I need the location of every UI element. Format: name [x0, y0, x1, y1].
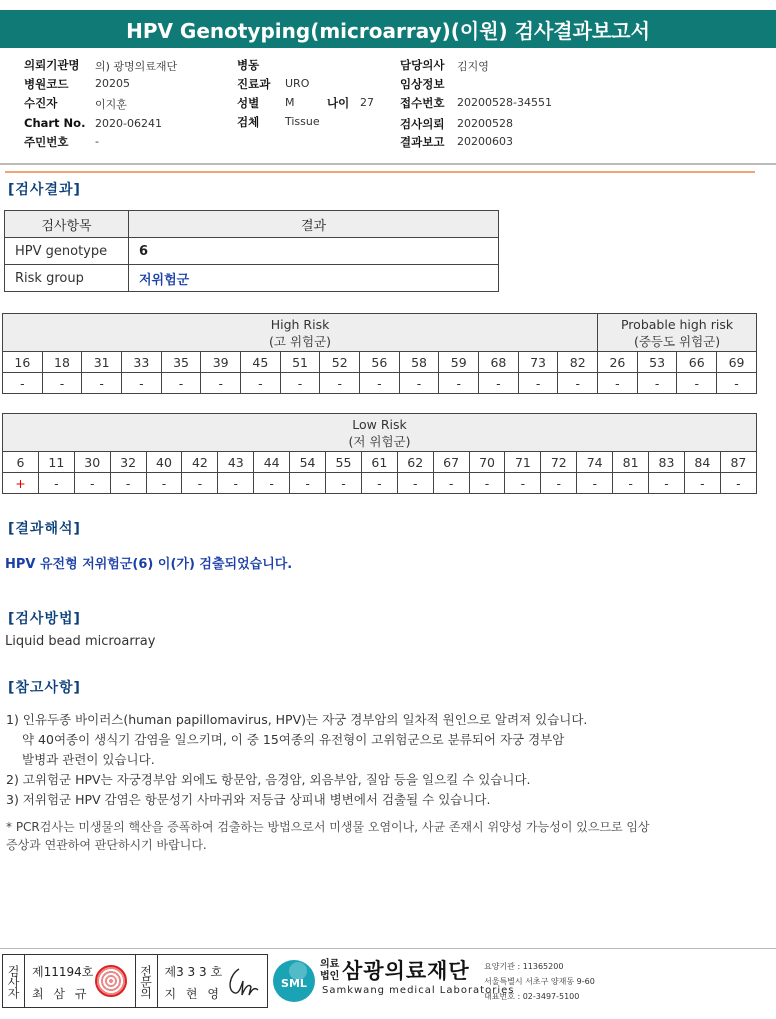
- examiner-license: 제11194호: [32, 965, 94, 979]
- genotype-cell: 84: [684, 452, 720, 473]
- sex-value: M: [285, 96, 295, 109]
- rrn-value: -: [95, 135, 99, 148]
- org-badge: [320, 959, 339, 983]
- genotype-result-cell: -: [38, 473, 74, 494]
- genotype-cell: 33: [122, 352, 162, 373]
- seal-icon: [95, 965, 127, 997]
- genotype-cell: 59: [439, 352, 479, 373]
- genotype-result-cell: -: [320, 373, 360, 394]
- genotype-cell: 87: [720, 452, 756, 473]
- age-label: 나이: [327, 96, 350, 110]
- dept-value: URO: [285, 77, 310, 90]
- footer-divider: [0, 948, 776, 949]
- hospital-value: 의) 광명의료재단: [95, 60, 178, 73]
- result-item: Risk group: [5, 265, 129, 292]
- genotype-cell: 6: [3, 452, 39, 473]
- genotype-result-row: [3, 373, 757, 394]
- genotype-cell: 31: [82, 352, 122, 373]
- genotype-result-cell: -: [598, 373, 638, 394]
- genotype-result-cell: -: [541, 473, 577, 494]
- genotype-result-cell: -: [577, 473, 613, 494]
- high-risk-header: [3, 314, 598, 352]
- genotype-result-cell: -: [433, 473, 469, 494]
- clinical-label: 임상정보: [400, 77, 445, 91]
- genotype-cell: 66: [677, 352, 717, 373]
- dept-label: 진료과: [237, 77, 271, 91]
- genotype-cell: 68: [479, 352, 519, 373]
- genotype-cell: 62: [397, 452, 433, 473]
- result-table: [4, 210, 499, 292]
- genotype-result-cell: -: [518, 373, 558, 394]
- interpretation-text: HPV 유전형 저위험군(6) 이(가) 검출되었습니다.: [5, 557, 293, 572]
- genotype-result-cell: -: [649, 473, 685, 494]
- genotype-cell: 16: [3, 352, 43, 373]
- genotype-result-cell: -: [720, 473, 756, 494]
- genotype-cell: 67: [433, 452, 469, 473]
- genotype-result-cell: -: [613, 473, 649, 494]
- patient-label: 수진자: [24, 96, 58, 110]
- genotype-result-cell: -: [3, 373, 43, 394]
- genotype-result-cell: -: [360, 373, 400, 394]
- section-method-heading: [검사방법]: [8, 611, 81, 627]
- patient-info: [0, 55, 776, 163]
- low-risk-table: [2, 413, 757, 494]
- high-risk-title: High Risk: [270, 316, 330, 332]
- low-risk-subtitle: (저 위험군): [348, 433, 411, 449]
- genotype-cell: 83: [649, 452, 685, 473]
- pcr-note: [6, 818, 650, 854]
- org-phone: 대표번호 : 02-3497-5100: [484, 992, 580, 1001]
- examiner-label: 검사자: [3, 955, 25, 1007]
- specimen-value: Tissue: [285, 115, 320, 128]
- org-badge-line: 법인: [320, 971, 340, 982]
- genotype-cell: 81: [613, 452, 649, 473]
- genotype-result-cell: -: [42, 373, 82, 394]
- genotype-result-cell: -: [280, 373, 320, 394]
- org-name: 삼광의료재단: [342, 959, 470, 983]
- report-date-value: 20200603: [457, 135, 513, 148]
- doctor-label: 담당의사: [400, 58, 445, 72]
- genotype-cell: 72: [541, 452, 577, 473]
- genotype-result-cell: -: [82, 373, 122, 394]
- examiner-cell: [25, 955, 136, 1007]
- genotype-cell: 11: [38, 452, 74, 473]
- patient-value: 이지훈: [95, 98, 127, 111]
- genotype-result-cell: -: [361, 473, 397, 494]
- genotype-result-cell: -: [201, 373, 241, 394]
- low-risk-title: Low Risk: [352, 416, 407, 432]
- genotype-result-cell: -: [505, 473, 541, 494]
- genotype-result-cell: -: [397, 473, 433, 494]
- specimen-label: 검체: [237, 115, 260, 129]
- high-risk-table: [2, 313, 757, 394]
- chart-value: 2020-06241: [95, 117, 162, 130]
- genotype-result-cell: -: [218, 473, 254, 494]
- confirmer-cell: [158, 955, 268, 1007]
- method-text: Liquid bead microarray: [5, 634, 156, 649]
- genotype-cell: 74: [577, 452, 613, 473]
- genotype-result-cell: -: [439, 373, 479, 394]
- genotype-result-cell: -: [677, 373, 717, 394]
- genotype-cell: 54: [290, 452, 326, 473]
- section-notes-heading: [참고사항]: [8, 680, 81, 696]
- genotype-cell: 35: [161, 352, 201, 373]
- genotype-result-cell: -: [399, 373, 439, 394]
- genotype-result-cell: -: [290, 473, 326, 494]
- divider-accent: [5, 171, 755, 173]
- result-value: 저위험군: [129, 265, 499, 292]
- genotype-result-cell: -: [146, 473, 182, 494]
- genotype-cell: 69: [717, 352, 757, 373]
- table-row: [5, 265, 499, 292]
- result-value: 6: [129, 238, 499, 265]
- code-value: 20205: [95, 77, 130, 90]
- genotype-result-cell: -: [684, 473, 720, 494]
- sex-label: 성별: [237, 96, 260, 110]
- result-col-result: 결과: [129, 211, 499, 238]
- hospital-label: 의뢰기관명: [24, 58, 80, 72]
- examiner-name: 최 삼 규: [32, 987, 90, 1001]
- report-title: HPV Genotyping(microarray)(이원) 검사결과보고서: [0, 10, 776, 48]
- rrn-label: 주민번호: [24, 135, 69, 149]
- genotype-cell: 55: [326, 452, 362, 473]
- org-code: 요양기관 : 11365200: [484, 962, 564, 971]
- request-label: 검사의뢰: [400, 117, 445, 131]
- genotype-result-cell: +: [3, 473, 39, 494]
- genotype-result-cell: -: [469, 473, 505, 494]
- genotype-cell: 51: [280, 352, 320, 373]
- org-english-name: Samkwang medical Laboratories: [322, 985, 515, 996]
- request-value: 20200528: [457, 117, 513, 130]
- divider: [0, 163, 776, 165]
- genotype-cell: 43: [218, 452, 254, 473]
- genotype-cell: 71: [505, 452, 541, 473]
- ward-label: 병동: [237, 58, 260, 72]
- report-date-label: 결과보고: [400, 135, 445, 149]
- genotype-cell: 32: [110, 452, 146, 473]
- high-risk-subtitle: (고 위험군): [269, 333, 332, 349]
- section-interpretation-heading: [결과해석]: [8, 521, 81, 537]
- org-contact: [484, 959, 595, 1004]
- genotype-result-cell: -: [110, 473, 146, 494]
- genotype-cell: 70: [469, 452, 505, 473]
- genotype-cell: 40: [146, 452, 182, 473]
- genotype-cell: 82: [558, 352, 598, 373]
- confirmer-name: 지 현 영: [164, 987, 222, 1001]
- signature-box: [2, 954, 268, 1008]
- genotype-result-row: [3, 473, 757, 494]
- genotype-cell: 42: [182, 452, 218, 473]
- genotype-cell: 18: [42, 352, 82, 373]
- table-row: [5, 238, 499, 265]
- probable-risk-subtitle: (중등도 위험군): [633, 333, 721, 349]
- genotype-cell: 56: [360, 352, 400, 373]
- note-1-cont: 약 40여종이 생식기 감염을 일으키며, 이 중 15여종의 유전형이 고위험군으로 분류되어 자궁 경부암: [22, 732, 565, 747]
- age-value: 27: [360, 96, 374, 109]
- org-logo: [272, 955, 772, 1007]
- genotype-result-cell: -: [74, 473, 110, 494]
- genotype-result-cell: -: [254, 473, 290, 494]
- genotype-cell: 73: [518, 352, 558, 373]
- genotype-result-cell: -: [717, 373, 757, 394]
- genotype-result-cell: -: [122, 373, 162, 394]
- code-label: 병원코드: [24, 77, 69, 91]
- sml-logo-icon: [272, 959, 316, 1003]
- org-badge-line: 의료: [320, 959, 340, 970]
- note-2: 2) 고위험군 HPV는 자궁경부암 외에도 항문암, 음경암, 외음부암, 질암 등을 일으킬 수 있습니다.: [6, 772, 531, 787]
- genotype-cell: 61: [361, 452, 397, 473]
- org-address: 서울특별시 서초구 양재동 9-60: [484, 977, 595, 986]
- genotype-row: [3, 452, 757, 473]
- confirmer-license: 제3 3 3 호: [164, 965, 223, 979]
- pcr-note-line: * PCR검사는 미생물의 핵산을 증폭하여 검출하는 방법으로서 미생물 오염이나, 사균 존재시 위양성 가능성이 있으므로 임상: [6, 820, 650, 834]
- note-1: 1) 인유두종 바이러스(human papillomavirus, HPV)는 자궁 경부암의 일차적 원인으로 알려져 있습니다.: [6, 712, 588, 727]
- genotype-result-cell: -: [241, 373, 281, 394]
- probable-risk-header: [598, 314, 757, 352]
- chart-label: Chart No.: [24, 116, 86, 130]
- genotype-result-cell: -: [479, 373, 519, 394]
- genotype-result-cell: -: [637, 373, 677, 394]
- genotype-cell: 52: [320, 352, 360, 373]
- genotype-result-cell: -: [558, 373, 598, 394]
- result-col-item: 검사항목: [5, 211, 129, 238]
- genotype-cell: 58: [399, 352, 439, 373]
- note-3: 3) 저위험군 HPV 감염은 항문성기 사마귀와 저등급 상피내 병변에서 검출될 수 있습니다.: [6, 792, 491, 807]
- genotype-cell: 26: [598, 352, 638, 373]
- pcr-note-line: 증상과 연관하여 판단하시기 바랍니다.: [6, 838, 207, 852]
- genotype-cell: 45: [241, 352, 281, 373]
- receipt-label: 접수번호: [400, 96, 445, 110]
- logo-mark-text: SML: [281, 977, 307, 990]
- genotype-cell: 53: [637, 352, 677, 373]
- confirmer-label: 전문의: [136, 955, 158, 1007]
- genotype-cell: 39: [201, 352, 241, 373]
- notes-list: [6, 710, 587, 810]
- probable-risk-title: Probable high risk: [620, 316, 734, 332]
- low-risk-header: [3, 414, 757, 452]
- genotype-cell: 30: [74, 452, 110, 473]
- genotype-cell: 44: [254, 452, 290, 473]
- result-item: HPV genotype: [5, 238, 129, 265]
- genotype-result-cell: -: [326, 473, 362, 494]
- doctor-value: 김지영: [457, 60, 489, 73]
- section-result-heading: [검사결과]: [8, 182, 81, 198]
- note-1-cont: 발병과 관련이 있습니다.: [22, 752, 155, 767]
- genotype-result-cell: -: [161, 373, 201, 394]
- genotype-result-cell: -: [182, 473, 218, 494]
- receipt-value: 20200528-34551: [457, 96, 552, 109]
- signature-icon: [225, 961, 261, 1001]
- genotype-row: [3, 352, 757, 373]
